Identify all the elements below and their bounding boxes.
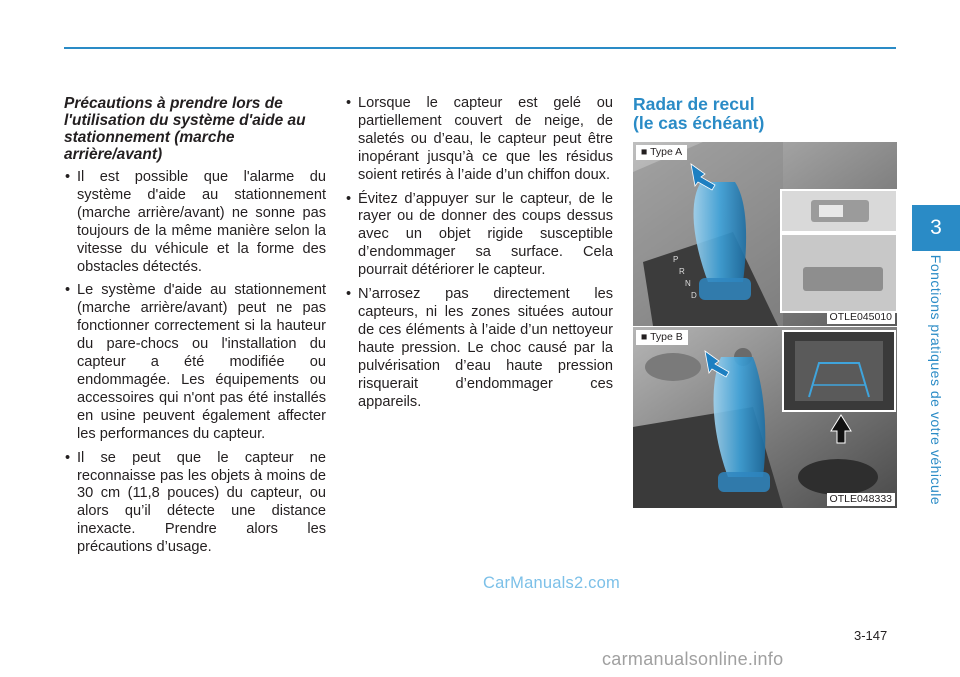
svg-text:P: P bbox=[673, 255, 679, 264]
column-left bbox=[64, 95, 326, 563]
type-b-label: ■ Type B bbox=[636, 330, 688, 345]
bullet-symbol: • bbox=[346, 95, 352, 111]
illustration-type-b bbox=[633, 327, 897, 508]
gear-shift-rear-display-illustration bbox=[633, 327, 897, 508]
page-number: 3-147 bbox=[854, 628, 888, 643]
section-title: Radar de recul (le cas échéant) bbox=[633, 94, 765, 133]
bullet-symbol: • bbox=[65, 169, 71, 185]
watermark-bottom: carmanualsonline.info bbox=[602, 649, 784, 669]
precautions-subheading: Précautions à prendre lors de l'utilisation du système d'aide au stationnement (marche arrière/avant) bbox=[64, 95, 306, 163]
top-rule bbox=[64, 47, 896, 49]
list-item: • N’arrosez pas directement les capteurs, ni les zones situées autour de ces éléments à l’aide d’un nettoyeur haute pression. Le choc causé par la pulvérisation d’eau haute pression risquerait d’endommager ces appareils. bbox=[346, 286, 613, 410]
precautions-list-continued bbox=[345, 95, 613, 411]
watermark-top: CarManuals2.com bbox=[483, 574, 620, 592]
column-middle bbox=[345, 95, 613, 417]
list-item: • Évitez d’appuyer sur le capteur, de le rayer ou de donner des coups dessus avec un objet rigide susceptible d’endommager sa surface. Cela pourrait détériorer le capteur. bbox=[346, 190, 613, 279]
precautions-list bbox=[64, 169, 326, 557]
illustration-type-a bbox=[633, 142, 897, 326]
image-b-code: OTLE048333 bbox=[827, 493, 895, 506]
type-a-label: ■ Type A bbox=[636, 145, 687, 160]
list-item: • Lorsque le capteur est gelé ou partiellement couvert de neige, de saletés ou d’eau, le capteur peut être inopérant jusqu’à ce que les résidus soient retirés à l’aide d’un chiffon doux. bbox=[346, 95, 613, 183]
bullet-symbol: • bbox=[346, 190, 352, 207]
bullet-symbol: • bbox=[65, 449, 71, 466]
svg-text:R: R bbox=[679, 267, 685, 276]
list-item: • Il se peut que le capteur ne reconnaisse pas les objets à moins de 30 cm (11,8 pouces) du capteur, ou alors qu’il détecte une distance inexacte. Prendre alors les précautions d’usage. bbox=[65, 449, 326, 556]
bullet-symbol: • bbox=[346, 286, 352, 303]
list-item: • Le système d'aide au stationnement (marche arrière/avant) peut ne pas fonctionner correctement si la hauteur du pare-chocs ou l'installation du capteur a été modifiée ou endommagée. Les équipements ou accessoires qui n'ont pas été installés en usine peuvent également affecter les performances du capteur. bbox=[65, 282, 326, 442]
column-right bbox=[633, 95, 897, 515]
image-a-code: OTLE045010 bbox=[827, 311, 895, 324]
bullet-symbol: • bbox=[65, 282, 71, 299]
svg-text:N: N bbox=[685, 279, 691, 288]
list-item: • Il est possible que l'alarme du système d'aide au stationnement (marche arrière/avant) ne sonne pas toujours de la même manière selon la vitesse du véhicule et la forme des obstacles détectés. bbox=[65, 169, 326, 275]
svg-text:D: D bbox=[691, 291, 697, 300]
chapter-title: Fonctions pratiques de votre véhicule bbox=[928, 254, 944, 506]
gear-shift-rear-camera-illustration bbox=[633, 142, 897, 326]
chapter-number-tab: 3 bbox=[912, 205, 960, 251]
